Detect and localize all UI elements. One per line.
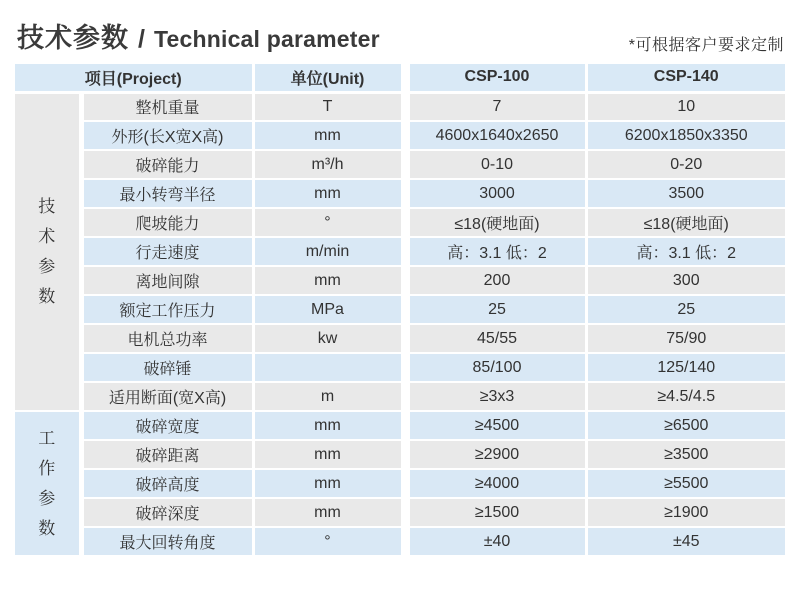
unit-cell: m [253,382,405,411]
param-label-cell: 行走速度 [81,237,253,266]
table-header-row [15,64,785,92]
csp140-value-cell: ≥4.5/4.5 [586,382,785,411]
table-row [15,179,785,208]
csp100-value-cell: 25 [405,295,586,324]
param-label-cell: 电机总功率 [81,324,253,353]
table-row [15,324,785,353]
csp140-value-cell: 6200x1850x3350 [586,121,785,150]
param-label-cell: 破碎高度 [81,469,253,498]
table-row [15,92,785,121]
table-row [15,440,785,469]
unit-cell: mm [253,179,405,208]
csp140-value-cell: 0-20 [586,150,785,179]
table-row [15,469,785,498]
table-row [15,121,785,150]
csp140-value-cell: 300 [586,266,785,295]
header-csp100: CSP-100 [405,64,586,92]
csp100-value-cell: ≥3x3 [405,382,586,411]
csp100-value-cell: 0-10 [405,150,586,179]
unit-cell: MPa [253,295,405,324]
unit-cell: mm [253,469,405,498]
table-row [15,498,785,527]
param-label-cell: 破碎宽度 [81,411,253,440]
param-label-cell: 破碎距离 [81,440,253,469]
category-cell-technical [15,92,81,411]
csp100-value-cell: 3000 [405,179,586,208]
table-row [15,237,785,266]
page-title-english: Technical parameter [153,26,380,52]
unit-cell [253,353,405,382]
csp100-value-cell: ≥4500 [405,411,586,440]
csp100-value-cell: ≥4000 [405,469,586,498]
category-vertical-label: 技 术 参 数 [38,197,56,307]
table-row [15,266,785,295]
header-unit: 单位(Unit) [253,64,405,92]
csp100-value-cell: 4600x1640x2650 [405,121,586,150]
csp140-value-cell: ≥3500 [586,440,785,469]
page-title-separator: / [138,25,145,53]
csp140-value-cell: ≥1900 [586,498,785,527]
csp140-value-cell: 3500 [586,179,785,208]
csp100-value-cell: ≥1500 [405,498,586,527]
param-label-cell: 额定工作压力 [81,295,253,324]
csp140-value-cell: 高：3.1 低：2 [586,237,785,266]
csp100-value-cell: 45/55 [405,324,586,353]
page-header [0,0,800,64]
spec-table [15,64,785,557]
header-project: 项目(Project) [15,64,253,92]
unit-cell: mm [253,121,405,150]
category-cell-working [15,411,81,556]
csp140-value-cell: 125/140 [586,353,785,382]
table-row [15,353,785,382]
csp100-value-cell: 200 [405,266,586,295]
category-vertical-label: 工 作 参 数 [38,429,56,538]
unit-cell: mm [253,266,405,295]
param-label-cell: 破碎锤 [81,353,253,382]
param-label-cell: 离地间隙 [81,266,253,295]
param-label-cell: 整机重量 [81,92,253,121]
table-row [15,382,785,411]
param-label-cell: 破碎深度 [81,498,253,527]
table-row [15,411,785,440]
csp140-value-cell: ≥6500 [586,411,785,440]
csp140-value-cell: ±45 [586,527,785,556]
csp100-value-cell: ≤18(硬地面) [405,208,586,237]
csp140-value-cell: 25 [586,295,785,324]
unit-cell: ° [253,527,405,556]
csp100-value-cell: 7 [405,92,586,121]
unit-cell: kw [253,324,405,353]
table-row [15,527,785,556]
page-title-chinese: 技术参数 [17,23,129,53]
table-row [15,208,785,237]
csp100-value-cell: ±40 [405,527,586,556]
csp140-value-cell: ≤18(硬地面) [586,208,785,237]
header-csp140: CSP-140 [586,64,785,92]
param-label-cell: 最大回转角度 [81,527,253,556]
param-label-cell: 适用断面(宽X高) [81,382,253,411]
csp140-value-cell: 10 [586,92,785,121]
unit-cell: ° [253,208,405,237]
csp100-value-cell: ≥2900 [405,440,586,469]
unit-cell: mm [253,440,405,469]
unit-cell: mm [253,411,405,440]
csp140-value-cell: 75/90 [586,324,785,353]
param-label-cell: 最小转弯半径 [81,179,253,208]
unit-cell: T [253,92,405,121]
unit-cell: mm [253,498,405,527]
page-title [17,16,380,55]
param-label-cell: 破碎能力 [81,150,253,179]
unit-cell: m/min [253,237,405,266]
param-label-cell: 外形(长X宽X高) [81,121,253,150]
param-label-cell: 爬坡能力 [81,208,253,237]
csp140-value-cell: ≥5500 [586,469,785,498]
unit-cell: m³/h [253,150,405,179]
table-row [15,295,785,324]
csp100-value-cell: 高：3.1 低：2 [405,237,586,266]
customization-note: *可根据客户要求定制 [628,37,784,54]
csp100-value-cell: 85/100 [405,353,586,382]
table-row [15,150,785,179]
